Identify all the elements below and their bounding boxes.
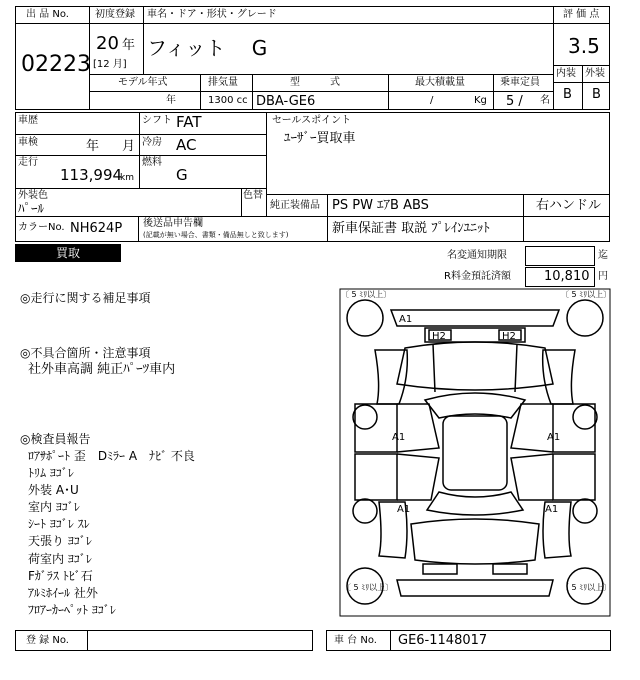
lot-number: 02223 <box>21 52 91 77</box>
name-change-label: 名変通知期限 <box>447 250 507 261</box>
sales-point: ﾕｰｻﾞｰ買取車 <box>284 131 356 146</box>
inspector-line: 外装 A･U <box>28 483 79 498</box>
damage-right-rear-door: A1 <box>545 504 559 515</box>
name-change-unit: 迄 <box>598 250 608 261</box>
max-load: / <box>430 95 434 106</box>
damage-headlight-left: H2 <box>432 331 446 342</box>
mileage-label: 走行 <box>18 157 38 168</box>
interior-label: 内装 <box>556 68 576 79</box>
steering: 右ハンドル <box>536 198 602 213</box>
fuel-label: 燃料 <box>142 157 162 168</box>
history-label: 車歴 <box>18 115 38 126</box>
inspection-month: 月 <box>122 139 136 154</box>
tire-label-front-left: 〔 5 ﾐﾘ以上〕 <box>341 290 392 299</box>
first-reg-year: 20 <box>96 33 119 54</box>
name-change-box <box>525 246 595 266</box>
damage-left-rear-door: A1 <box>397 504 411 515</box>
displacement-label: 排気量 <box>208 77 238 88</box>
inspector-lines <box>28 448 195 619</box>
documents: 新車保証書 取説 ﾌﾟﾚｲﾝﾕﾆｯﾄ <box>332 221 490 236</box>
model-year-label: モデル年式 <box>118 77 168 88</box>
damage-left-front-door: A1 <box>392 432 406 443</box>
inspector-line: ｼｰﾄ ﾖｺﾞﾚ ｽﾚ <box>28 517 90 532</box>
type: DBA-GE6 <box>256 94 316 109</box>
car-damage-diagram <box>339 288 611 618</box>
color-change-label: 色替 <box>243 190 263 201</box>
tire-label-rear-right: 〔 5 ﾐﾘ以上〕 <box>561 583 611 592</box>
tire-label-rear-left: 〔 5 ﾐﾘ以上〕 <box>343 583 394 592</box>
mileage: 113,994 <box>60 166 123 184</box>
exterior-color: ﾊﾟｰﾙ <box>18 202 44 217</box>
recycle-unit: 円 <box>598 271 608 282</box>
max-load-unit: Kg <box>474 95 487 106</box>
chassis-no: GE6-1148017 <box>398 633 488 648</box>
max-load-label: 最大積載量 <box>415 77 465 88</box>
ac: AC <box>176 136 197 154</box>
capacity-unit: 名 <box>540 95 550 106</box>
score: 3.5 <box>568 34 600 58</box>
chassis-label: 車 台 No. <box>334 635 377 646</box>
exterior-label: 外装 <box>585 68 605 79</box>
recycle-amount: 10,810 <box>544 269 590 284</box>
defects-text: 社外車高調 純正ﾊﾟｰﾂ車内 <box>28 362 176 377</box>
inspector-line: ﾄﾘﾑ ﾖｺﾞﾚ <box>28 466 74 481</box>
inspection-year: 年 <box>86 139 100 154</box>
sales-point-label: セールスポイント <box>272 115 352 126</box>
first-reg-label: 初度登録 <box>95 9 135 20</box>
driving-notes-title: ◎走行に関する補足事項 <box>20 291 151 305</box>
equipment-label: 純正装備品 <box>270 200 320 211</box>
lot-label: 出 品 No. <box>26 9 69 20</box>
car-name-label: 車名・ドア・形状・グレード <box>147 9 277 20</box>
inspector-line: ﾛｱｻﾎﾟｰﾄ 歪 Dﾐﾗｰ A ﾅﾋﾞ 不良 <box>28 449 195 463</box>
docs-label: 後送品申告欄 <box>143 218 203 229</box>
inspector-title: ◎検査員報告 <box>20 432 91 446</box>
equipment: PS PW ｴｱB ABS <box>332 198 429 213</box>
tire-label-front-right: 〔 5 ﾐﾘ以上〕 <box>561 290 611 299</box>
shift-label: シフト <box>142 115 172 126</box>
reg-no-label: 登 録 No. <box>26 635 69 646</box>
damage-front-bumper: A1 <box>399 314 413 325</box>
exterior-grade: B <box>592 87 601 102</box>
damage-headlight-right: H2 <box>502 331 516 342</box>
color-no-label: カラーNo. <box>18 222 65 233</box>
purchase-badge: 買取 <box>15 244 121 262</box>
inspector-line: 室内 ﾖｺﾞﾚ <box>28 500 80 515</box>
damage-right-front-door: A1 <box>547 432 561 443</box>
capacity: 5 / <box>506 94 523 109</box>
inspection-label: 車検 <box>18 137 38 148</box>
displacement: 1300 cc <box>208 95 248 106</box>
exterior-color-label: 外装色 <box>18 190 48 201</box>
defects-title: ◎不具合箇所・注意事項 <box>20 346 151 360</box>
inspector-line: 天張り ﾖｺﾞﾚ <box>28 534 92 549</box>
score-label: 評 価 点 <box>563 9 600 20</box>
inspector-line: ﾌﾛｱｰｶｰﾍﾟｯﾄ ﾖｺﾞﾚ <box>28 602 116 617</box>
first-reg-year-unit: 年 <box>122 38 136 53</box>
docs-note: (記載が無い場合、書類・備品無しと致します) <box>143 231 289 239</box>
recycle-label: R料金預託済額 <box>444 271 511 282</box>
ac-label: 冷房 <box>142 137 162 148</box>
type-label: 型 式 <box>290 77 340 88</box>
shift: FAT <box>176 113 202 131</box>
inspector-line: Fｶﾞﾗｽ ﾄﾋﾞ石 <box>28 568 93 583</box>
fuel: G <box>176 166 188 184</box>
inspector-line: 荷室内 ﾖｺﾞﾚ <box>28 551 92 566</box>
car-name: フィット G <box>147 36 268 60</box>
capacity-label: 乗車定員 <box>500 77 540 88</box>
first-reg-month: [12 月] <box>93 59 127 70</box>
model-year-unit: 年 <box>166 95 176 106</box>
inspector-line: ｱﾙﾐﾎｲｰﾙ 社外 <box>28 585 98 600</box>
mileage-unit: km <box>120 173 134 183</box>
color-no: NH624P <box>70 221 123 236</box>
interior-grade: B <box>563 87 572 102</box>
